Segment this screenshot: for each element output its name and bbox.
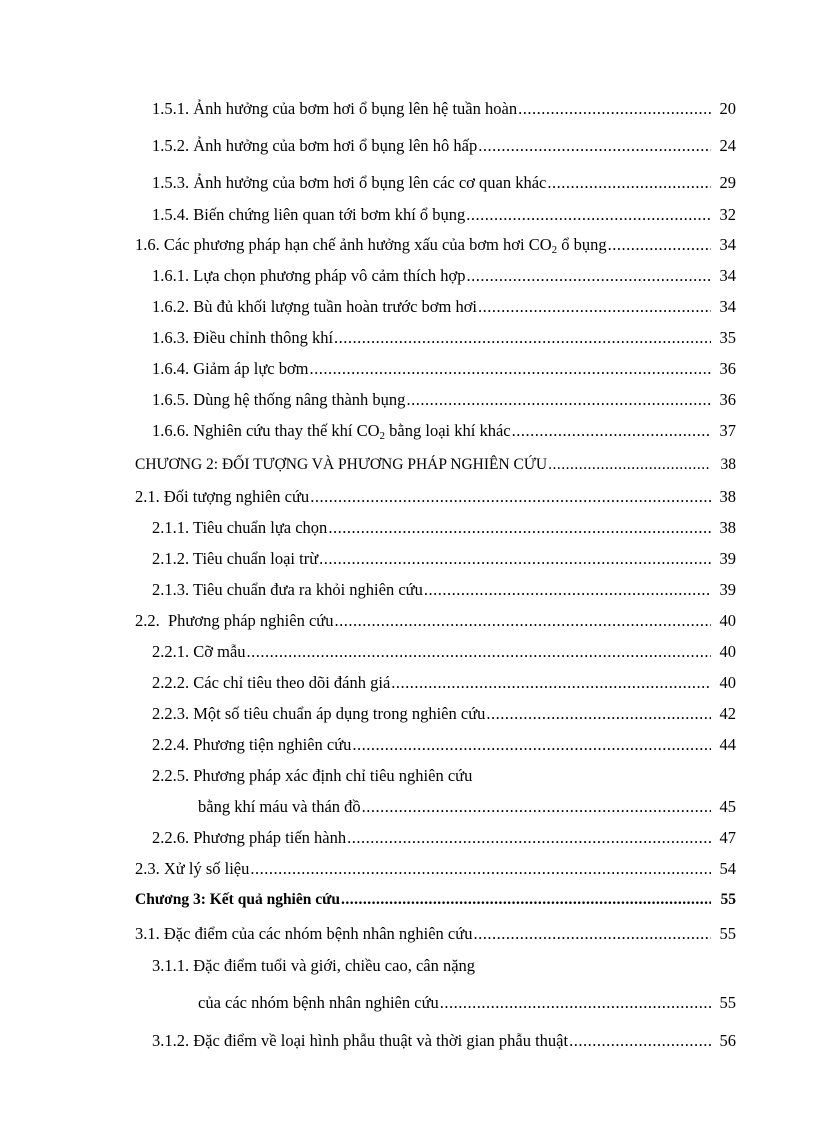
toc-leader-dots xyxy=(512,421,711,441)
toc-page-number: 20 xyxy=(719,99,736,118)
toc-entry-title: 1.6.2. Bù đủ khối lượng tuần hoàn trước bơm hơi xyxy=(152,297,478,316)
toc-entry xyxy=(152,359,736,379)
toc-leader-dots xyxy=(518,99,711,119)
toc-page-number: 55 xyxy=(719,993,736,1012)
toc-entry xyxy=(152,704,736,724)
toc-entry xyxy=(152,673,736,693)
toc-page-number: 34 xyxy=(719,297,736,316)
toc-page-number: 37 xyxy=(719,421,736,440)
toc-entry-title: 2.2.1. Cỡ mẫu xyxy=(152,642,246,661)
toc-page-number: 42 xyxy=(719,704,736,723)
toc-leader-dots xyxy=(328,518,711,538)
toc-chapter-entry xyxy=(135,890,736,910)
toc-entry xyxy=(152,136,736,156)
toc-page-number: 45 xyxy=(719,797,736,816)
toc-entry xyxy=(152,421,736,441)
toc-page-number: 40 xyxy=(719,673,736,692)
toc-leader-dots xyxy=(310,487,711,507)
toc-entry xyxy=(135,235,736,255)
toc-entry-title: CHƯƠNG 2: ĐỐI TƯỢNG VÀ PHƯƠNG PHÁP NGHIÊN CỨU xyxy=(135,456,548,473)
toc-leader-dots xyxy=(310,359,711,379)
toc-chapter-entry xyxy=(135,455,736,475)
toc-entry-title: 3.1.2. Đặc điểm về loại hình phẫu thuật và thời gian phẫu thuật xyxy=(152,1031,569,1050)
toc-leader-dots xyxy=(466,266,711,286)
toc-entry xyxy=(135,859,736,879)
toc-leader-dots xyxy=(334,328,711,348)
toc-entry-title: 2.1.3. Tiêu chuẩn đưa ra khỏi nghiên cứu xyxy=(152,580,423,599)
toc-leader-dots xyxy=(247,642,711,662)
toc-page-number: 36 xyxy=(719,359,736,378)
toc-leader-dots xyxy=(250,859,711,879)
toc-entry-title: 2.2.4. Phương tiện nghiên cứu xyxy=(152,735,352,754)
toc-leader-dots xyxy=(548,455,711,475)
toc-leader-dots xyxy=(406,390,711,410)
toc-entry xyxy=(152,642,736,662)
toc-entry-title: 1.6.5. Dùng hệ thống nâng thành bụng xyxy=(152,390,406,409)
toc-entry xyxy=(152,1031,736,1051)
toc-entry xyxy=(152,580,736,600)
toc-page-number: 34 xyxy=(719,235,736,254)
toc-leader-dots xyxy=(319,549,711,569)
toc-leader-dots xyxy=(362,797,711,817)
toc-entry xyxy=(152,266,736,286)
toc-leader-dots xyxy=(466,205,711,225)
toc-entry-title: 2.2.5. Phương pháp xác định chỉ tiêu nghiên cứu xyxy=(152,766,473,785)
toc-page-number: 32 xyxy=(719,205,736,224)
toc-entry-title: 1.6.1. Lựa chọn phương pháp vô cảm thích hợp xyxy=(152,266,466,285)
toc-page-number: 34 xyxy=(719,266,736,285)
toc-entry xyxy=(152,518,736,538)
toc-leader-dots xyxy=(352,735,711,755)
toc-entry-title: của các nhóm bệnh nhân nghiên cứu xyxy=(198,993,439,1012)
toc-entry-title: 2.3. Xử lý số liệu xyxy=(135,859,250,878)
toc-entry xyxy=(152,549,736,569)
toc-leader-dots xyxy=(424,580,711,600)
toc-leader-dots xyxy=(547,173,711,193)
toc-page-number: 38 xyxy=(719,487,736,506)
toc-entry-title: 1.6. Các phương pháp hạn chế ảnh hưởng xấu của bơm hơi $CO_2$ ổ bụng xyxy=(135,235,607,256)
toc-page-number: 54 xyxy=(719,859,736,878)
toc-entry-title: 1.6.6. Nghiên cứu thay thế khí $CO_2$ bằng loại khí khác xyxy=(152,421,511,442)
toc-entry-title: 2.1.2. Tiêu chuẩn loại trừ xyxy=(152,549,319,568)
toc-entry-title: 1.5.2. Ảnh hưởng của bơm hơi ổ bụng lên hô hấp xyxy=(152,136,478,155)
toc-entry xyxy=(152,99,736,119)
toc-page-number: 38 xyxy=(719,518,736,537)
toc-leader-dots xyxy=(391,673,711,693)
toc-leader-dots xyxy=(347,828,711,848)
toc-entry-continuation xyxy=(198,993,736,1013)
toc-entry-title: 2.2.3. Một số tiêu chuẩn áp dụng trong nghiên cứu xyxy=(152,704,486,723)
toc-page-number: 39 xyxy=(719,549,736,568)
toc-entry-title: 1.5.4. Biến chứng liên quan tới bơm khí ổ bụng xyxy=(152,205,466,224)
toc-page-number: 38 xyxy=(720,456,736,473)
toc-entry-title: 2.2.6. Phương pháp tiến hành xyxy=(152,828,347,847)
toc-entry-title: 3.1. Đặc điểm của các nhóm bệnh nhân nghiên cứu xyxy=(135,924,473,943)
toc-entry-title: 2.2. Phương pháp nghiên cứu xyxy=(135,611,334,630)
toc-leader-dots xyxy=(569,1031,711,1051)
toc-page-number: 47 xyxy=(719,828,736,847)
toc-entry-title: 2.1. Đối tượng nghiên cứu xyxy=(135,487,310,506)
toc-entry-title: 1.5.3. Ảnh hưởng của bơm hơi ổ bụng lên các cơ quan khác xyxy=(152,173,547,192)
toc-entry-title: 1.5.1. Ảnh hưởng của bơm hơi ổ bụng lên hệ tuần hoàn xyxy=(152,99,518,118)
toc-entry xyxy=(152,390,736,410)
toc-page-number: 55 xyxy=(720,891,736,908)
toc-entry xyxy=(152,735,736,755)
toc-leader-dots xyxy=(473,924,711,944)
toc-entry xyxy=(152,205,736,225)
toc-page-number: 36 xyxy=(719,390,736,409)
toc-page-number: 35 xyxy=(719,328,736,347)
toc-page-number: 56 xyxy=(719,1031,736,1050)
toc-entry-title: 3.1.1. Đặc điểm tuổi và giới, chiều cao, cân nặng xyxy=(152,956,476,975)
toc-entry xyxy=(135,487,736,507)
toc-entry-title: 2.1.1. Tiêu chuẩn lựa chọn xyxy=(152,518,328,537)
toc-leader-dots xyxy=(341,890,711,910)
toc-entry xyxy=(135,924,736,944)
toc-page-number: 39 xyxy=(719,580,736,599)
toc-leader-dots xyxy=(608,235,711,255)
toc-entry-title: bằng khí máu và thán đồ xyxy=(198,797,361,816)
toc-leader-dots xyxy=(478,136,711,156)
toc-entry-title: 2.2.2. Các chỉ tiêu theo dõi đánh giá xyxy=(152,673,391,692)
toc-page-number: 40 xyxy=(719,642,736,661)
toc-leader-dots xyxy=(334,611,711,631)
toc-entry xyxy=(135,611,736,631)
toc-page-number: 40 xyxy=(719,611,736,630)
toc-leader-dots xyxy=(440,993,711,1013)
toc-entry-title: 1.6.4. Giảm áp lực bơm xyxy=(152,359,309,378)
toc-page-number: 55 xyxy=(719,924,736,943)
toc-page-number: 29 xyxy=(719,173,736,192)
toc-leader-dots xyxy=(478,297,711,317)
toc-leader-dots xyxy=(486,704,711,724)
toc-page-number: 24 xyxy=(719,136,736,155)
toc-page-number: 44 xyxy=(719,735,736,754)
toc-entry xyxy=(152,828,736,848)
toc-entry-title: 1.6.3. Điều chỉnh thông khí xyxy=(152,328,334,347)
toc-entry xyxy=(152,297,736,317)
toc-entry xyxy=(152,328,736,348)
toc-entry xyxy=(152,173,736,193)
toc-entry-title: Chương 3: Kết quả nghiên cứu xyxy=(135,891,341,908)
toc-entry-continuation xyxy=(198,797,736,817)
